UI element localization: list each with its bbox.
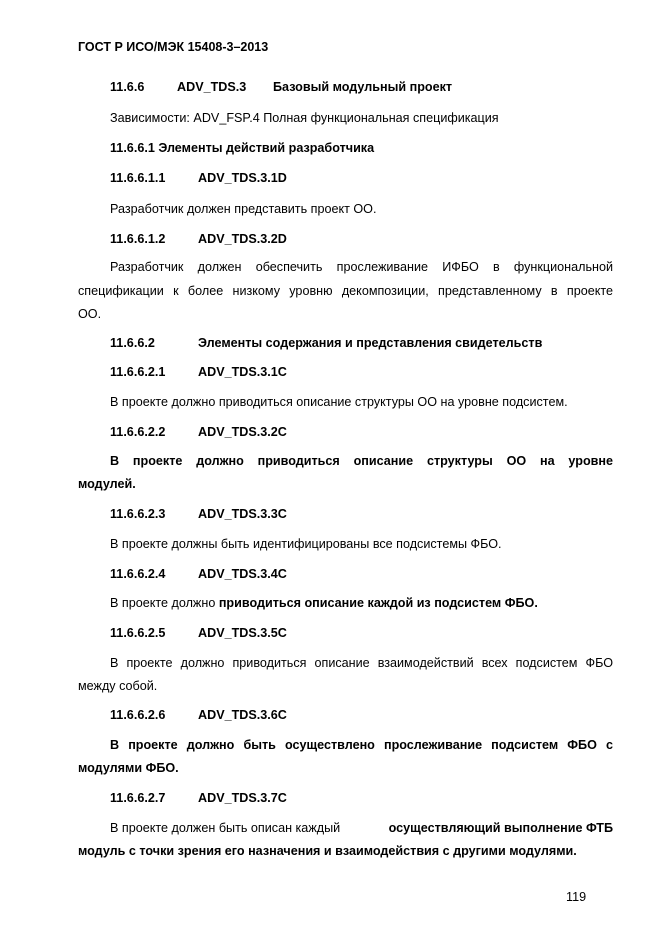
item-code: ADV_TDS.3.3C <box>198 507 287 521</box>
item-code: ADV_TDS.3.1D <box>198 171 287 185</box>
item-code: ADV_TDS.3.6C <box>198 708 287 722</box>
item-text-line: Разработчик должен обеспечить прослеживание ИФБО в функциональной <box>110 260 613 274</box>
item-number: 11.6.6.2.7 <box>110 791 166 805</box>
item-text-line <box>110 821 613 835</box>
dependencies-text: Зависимости: ADV_FSP.4 Полная функциональная спецификация <box>110 111 499 125</box>
item-text: В проекте должны быть идентифицированы все подсистемы ФБО. <box>110 537 502 551</box>
item-number: 11.6.6.2.4 <box>110 567 166 581</box>
section-title: Базовый модульный проект <box>273 80 453 94</box>
item-code: ADV_TDS.3.2C <box>198 425 287 439</box>
item-code: ADV_TDS.3.2D <box>198 232 287 246</box>
item-text-line: В проекте должно приводиться описание взаимодействий всех подсистем ФБО <box>110 656 613 670</box>
developer-elements-heading: 11.6.6.1 Элементы действий разработчика <box>110 141 375 155</box>
item-number: 11.6.6.2.3 <box>110 507 166 521</box>
item-number: 11.6.6.2.1 <box>110 365 166 379</box>
item-number: 11.6.6.2.2 <box>110 425 166 439</box>
item-text <box>110 596 538 610</box>
item-text-line: ОО. <box>78 307 102 321</box>
item-text-plain: В проекте должно <box>110 596 219 610</box>
item-text: В проекте должно приводиться описание структуры ОО на уровне подсистем. <box>110 395 568 409</box>
item-number: 11.6.6.2.5 <box>110 626 166 640</box>
item-number: 11.6.6.1.1 <box>110 171 166 185</box>
item-code: ADV_TDS.3.1C <box>198 365 287 379</box>
item-code: ADV_TDS.3.4C <box>198 567 287 581</box>
item-text-bold: приводиться описание каждой из подсистем ФБО. <box>218 596 538 610</box>
item-code: ADV_TDS.3.5C <box>198 626 287 640</box>
item-text-line: В проекте должно приводиться описание структуры ОО на уровне <box>110 454 613 468</box>
subsection-number: 11.6.6.2 <box>110 336 155 350</box>
item-text-plain: В проекте должен быть описан каждый <box>110 821 341 835</box>
item-text-line: модулями ФБО. <box>78 761 179 775</box>
item-text: Разработчик должен представить проект ОО. <box>110 202 377 216</box>
item-text-line: спецификации к более низкому уровню декомпозиции, представленному в проекте <box>78 284 613 298</box>
item-text-line: В проекте должно быть осуществлено прослеживание подсистем ФБО с <box>110 738 613 752</box>
item-text-line: модулей. <box>78 477 136 491</box>
page-number: 119 <box>566 890 587 904</box>
section-code: ADV_TDS.3 <box>177 80 247 94</box>
item-text-bold: осуществляющий выполнение ФТБ <box>388 821 613 835</box>
item-text-line: между собой. <box>78 679 158 693</box>
document-header: ГОСТ Р ИСО/МЭК 15408-3–2013 <box>78 40 269 54</box>
subsection-heading: Элементы содержания и представления свидетельств <box>198 336 543 350</box>
item-code: ADV_TDS.3.7C <box>198 791 287 805</box>
item-text-line: модуль с точки зрения его назначения и взаимодействия с другими модулями. <box>78 844 577 858</box>
item-number: 11.6.6.1.2 <box>110 232 166 246</box>
section-number: 11.6.6 <box>110 80 145 94</box>
item-number: 11.6.6.2.6 <box>110 708 166 722</box>
